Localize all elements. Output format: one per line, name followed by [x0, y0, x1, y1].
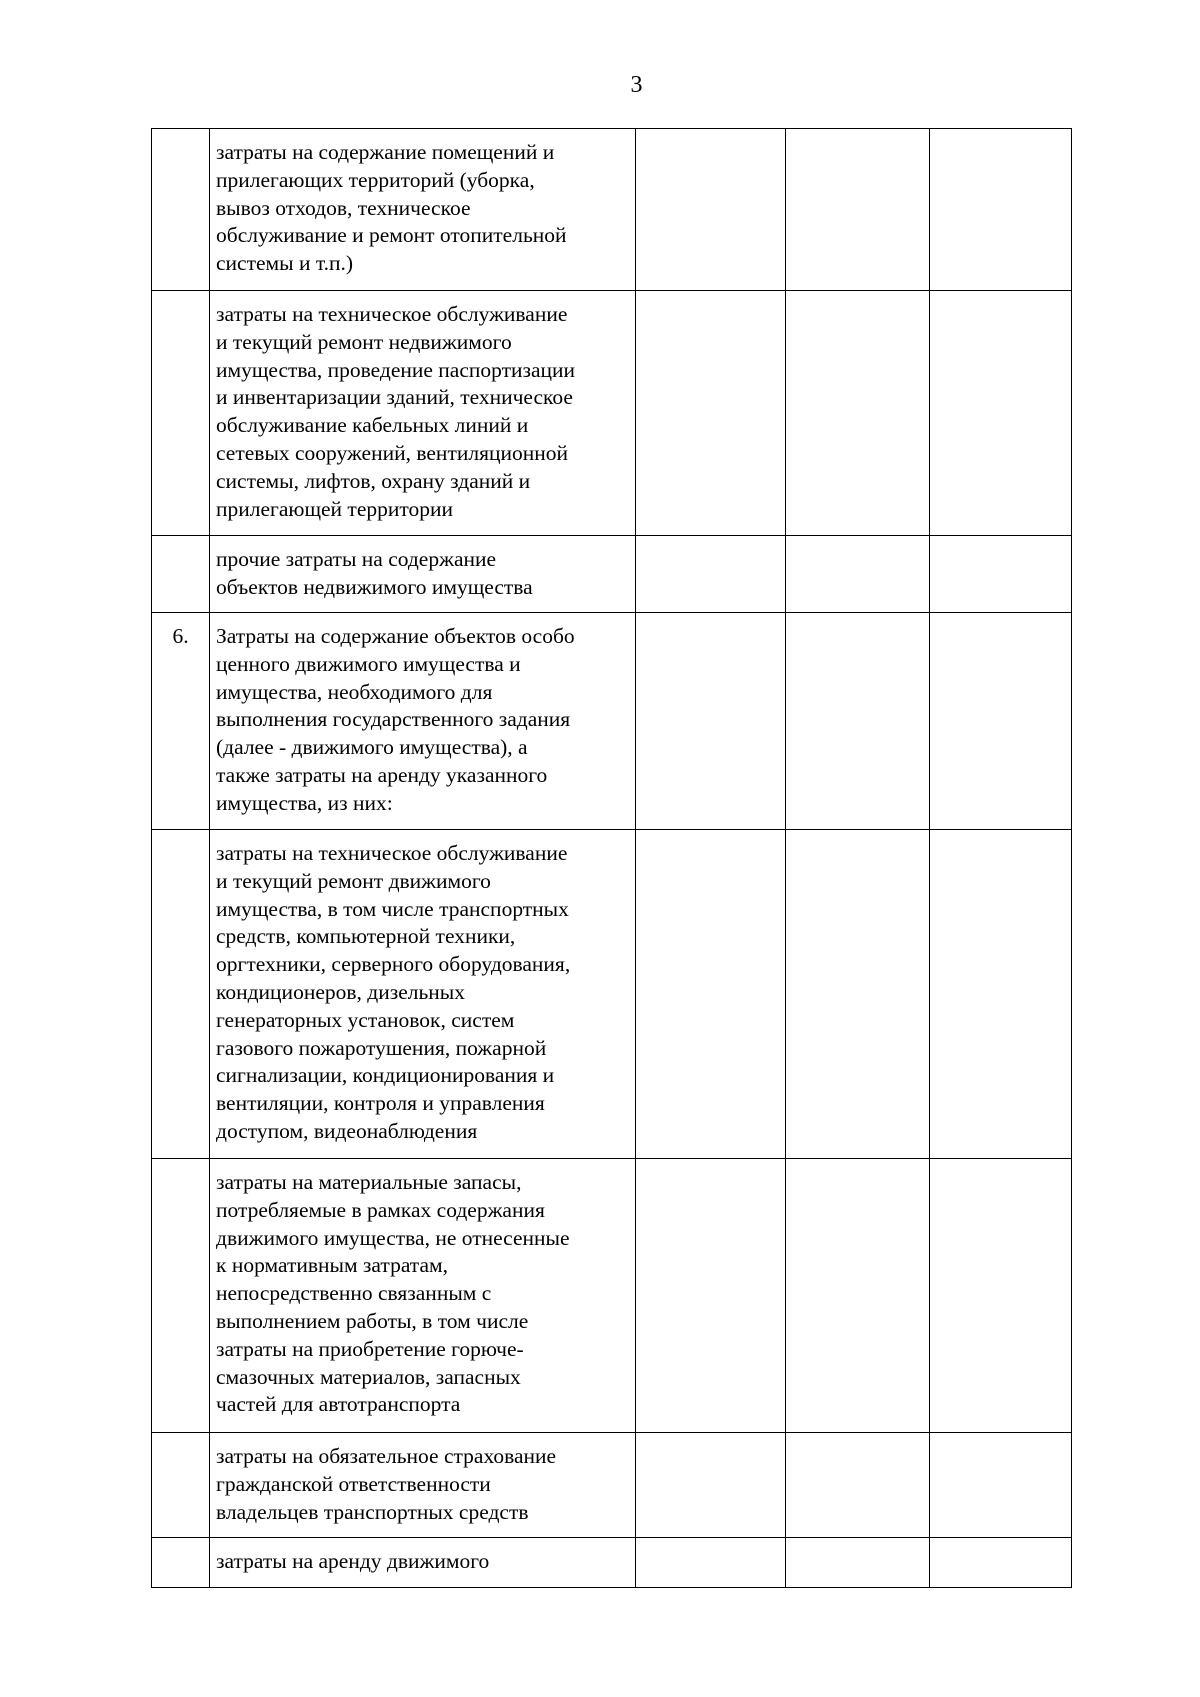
value-cell — [930, 1538, 1072, 1588]
table-row — [152, 129, 1072, 291]
description-cell: затраты на обязательное страхование гражданской ответственности владельцев транспортных средств — [210, 1433, 636, 1538]
row-number-cell — [152, 536, 210, 613]
description-cell: прочие затраты на содержание объектов недвижимого имущества — [210, 536, 636, 613]
row-number-cell — [152, 830, 210, 1159]
expenses-table — [151, 128, 1072, 1588]
value-cell — [636, 129, 786, 291]
description-cell: Затраты на содержание объектов особо ценного движимого имущества и имущества, необходимого для выполнения государственного задания (далее - движимого имущества), а также затраты на аренду указанного имущества, из них: — [210, 613, 636, 830]
table-row — [152, 291, 1072, 536]
value-cell — [786, 613, 930, 830]
value-cell — [636, 1159, 786, 1433]
value-cell — [786, 129, 930, 291]
value-cell — [636, 830, 786, 1159]
row-number-cell — [152, 1538, 210, 1588]
value-cell — [636, 536, 786, 613]
value-cell — [636, 291, 786, 536]
value-cell — [786, 1159, 930, 1433]
value-cell — [930, 1159, 1072, 1433]
value-cell — [930, 291, 1072, 536]
value-cell — [786, 1538, 930, 1588]
page-number: 3 — [630, 72, 643, 98]
value-cell — [636, 613, 786, 830]
value-cell — [930, 129, 1072, 291]
value-cell — [786, 1433, 930, 1538]
value-cell — [930, 613, 1072, 830]
table-row — [152, 1159, 1072, 1433]
description-cell: затраты на техническое обслуживание и текущий ремонт движимого имущества, в том числе транспортных средств, компьютерной техники, оргтехники, серверного оборудования, кондиционеров, дизельных генераторных установок, систем газового пожаротушения, пожарной сигнализации, кондиционирования и вентиляции, контроля и управления доступом, видеонаблюдения — [210, 830, 636, 1159]
row-number-cell — [152, 1433, 210, 1538]
row-number-cell — [152, 129, 210, 291]
description-cell: затраты на техническое обслуживание и текущий ремонт недвижимого имущества, проведение паспортизации и инвентаризации зданий, техническое обслуживание кабельных линий и сетевых сооружений, вентиляционной системы, лифтов, охрану зданий и прилегающей территории — [210, 291, 636, 536]
value-cell — [786, 830, 930, 1159]
value-cell — [786, 536, 930, 613]
value-cell — [636, 1538, 786, 1588]
table-row — [152, 1538, 1072, 1588]
value-cell — [930, 1433, 1072, 1538]
value-cell — [930, 536, 1072, 613]
table-row — [152, 536, 1072, 613]
row-number-cell — [152, 1159, 210, 1433]
value-cell — [786, 291, 930, 536]
value-cell — [930, 830, 1072, 1159]
description-cell: затраты на содержание помещений и прилегающих территорий (уборка, вывоз отходов, техническое обслуживание и ремонт отопительной системы и т.п.) — [210, 129, 636, 291]
value-cell — [636, 1433, 786, 1538]
table-row — [152, 830, 1072, 1159]
row-number-cell — [152, 291, 210, 536]
table-row — [152, 1433, 1072, 1538]
row-number-cell: 6. — [152, 613, 210, 830]
table-row — [152, 613, 1072, 830]
description-cell: затраты на материальные запасы, потребляемые в рамках содержания движимого имущества, не отнесенные к нормативным затратам, непосредственно связанным с выполнением работы, в том числе затраты на приобретение горюче- смазочных материалов, запасных частей для автотранспорта — [210, 1159, 636, 1433]
description-cell: затраты на аренду движимого — [210, 1538, 636, 1588]
